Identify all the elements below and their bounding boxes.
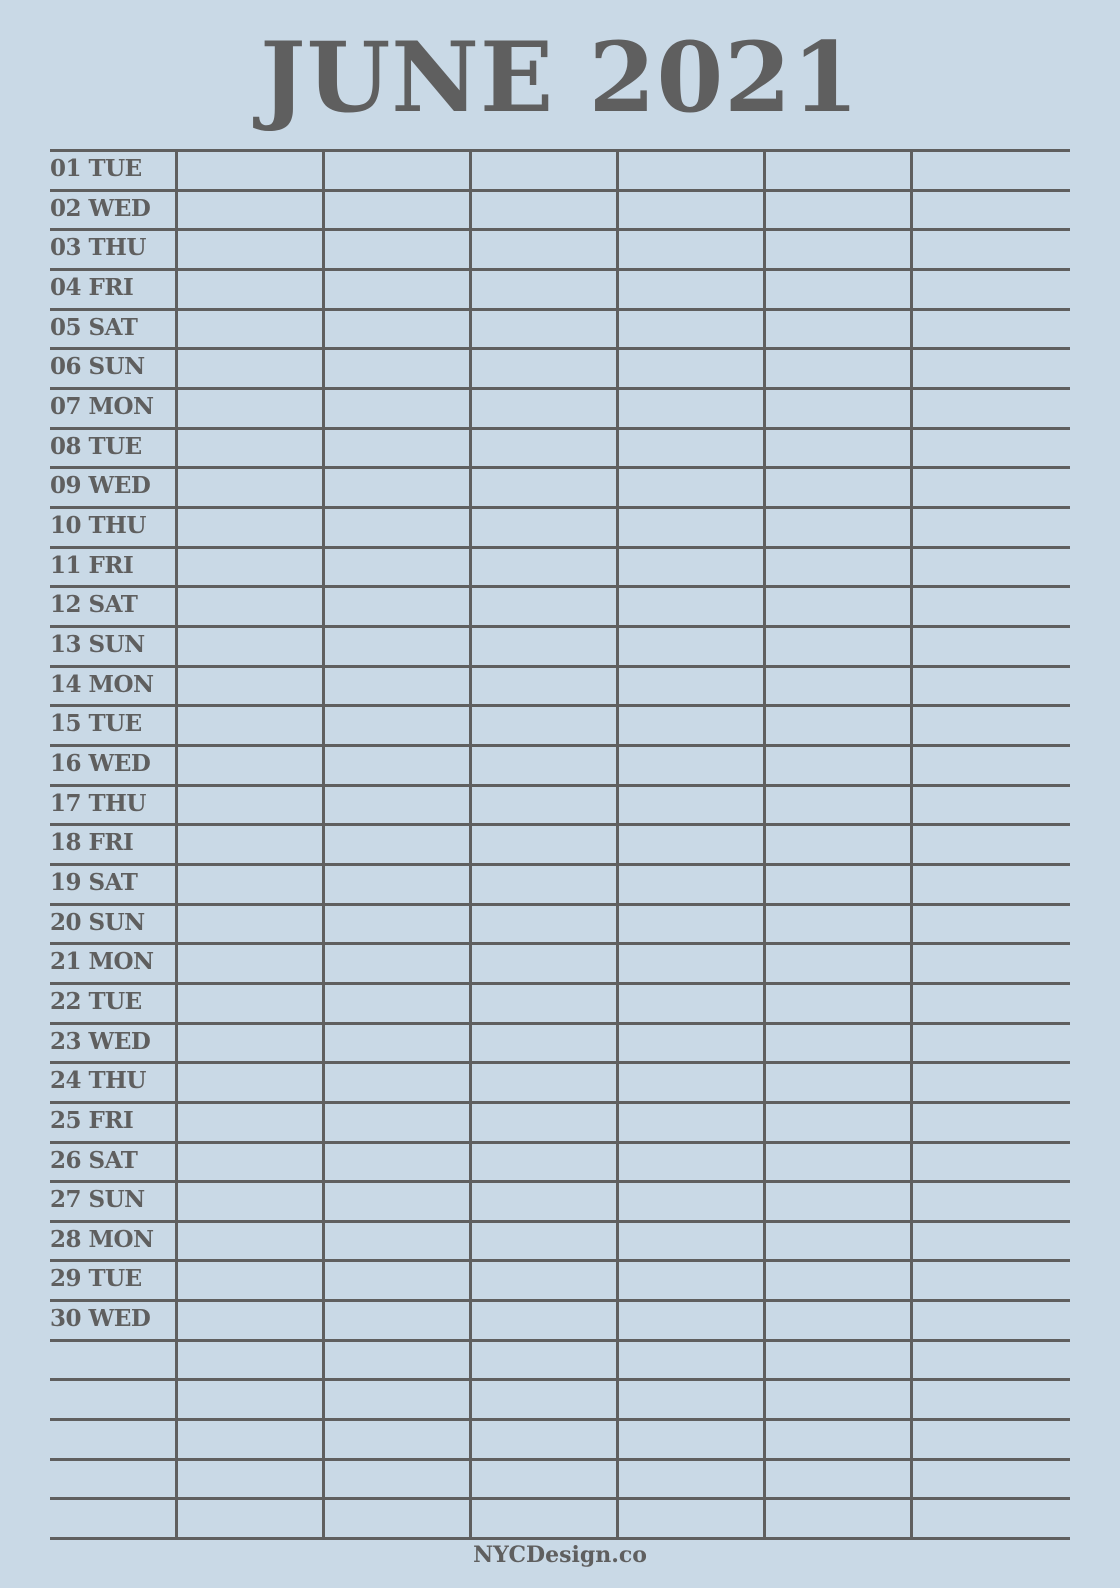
day-label: 24 THU	[50, 1067, 146, 1094]
day-label: 19 SAT	[50, 869, 138, 896]
day-label: 15 TUE	[50, 710, 142, 737]
column-divider	[763, 150, 766, 1537]
day-label: 10 THU	[50, 512, 146, 539]
day-label: 04 FRI	[50, 274, 134, 301]
day-label: 27 SUN	[50, 1186, 145, 1213]
day-label: 23 WED	[50, 1028, 151, 1055]
day-label: 02 WED	[50, 195, 151, 222]
row-divider	[50, 427, 1070, 430]
row-divider	[50, 387, 1070, 390]
page-title: JUNE 2021	[260, 21, 860, 134]
column-divider	[469, 150, 472, 1537]
row-divider	[50, 1458, 1070, 1461]
row-divider	[50, 1378, 1070, 1381]
row-divider	[50, 1418, 1070, 1421]
row-divider	[50, 625, 1070, 628]
day-label: 07 MON	[50, 393, 154, 420]
row-divider	[50, 744, 1070, 747]
row-divider	[50, 1299, 1070, 1302]
column-divider	[322, 150, 325, 1537]
day-label: 03 THU	[50, 234, 146, 261]
day-label: 09 WED	[50, 472, 151, 499]
row-divider	[50, 863, 1070, 866]
row-divider	[50, 982, 1070, 985]
row-divider	[50, 1259, 1070, 1262]
day-label: 28 MON	[50, 1226, 154, 1253]
column-divider	[616, 150, 619, 1537]
day-label: 14 MON	[50, 671, 154, 698]
day-label: 05 SAT	[50, 314, 138, 341]
day-label: 25 FRI	[50, 1107, 134, 1134]
row-divider	[50, 784, 1070, 787]
day-label: 30 WED	[50, 1305, 151, 1332]
day-label: 13 SUN	[50, 631, 145, 658]
row-divider	[50, 1180, 1070, 1183]
row-divider	[50, 228, 1070, 231]
day-label: 12 SAT	[50, 591, 138, 618]
column-divider	[175, 150, 178, 1537]
row-divider	[50, 506, 1070, 509]
day-label: 17 THU	[50, 790, 146, 817]
day-label: 16 WED	[50, 750, 151, 777]
row-divider	[50, 942, 1070, 945]
row-divider	[50, 704, 1070, 707]
row-divider	[50, 149, 1070, 152]
row-divider	[50, 1497, 1070, 1500]
day-label: 21 MON	[50, 948, 154, 975]
row-divider	[50, 903, 1070, 906]
row-divider	[50, 189, 1070, 192]
row-divider	[50, 466, 1070, 469]
row-divider	[50, 1022, 1070, 1025]
row-divider	[50, 546, 1070, 549]
row-divider	[50, 1061, 1070, 1064]
day-label: 08 TUE	[50, 433, 142, 460]
row-divider	[50, 823, 1070, 826]
day-label: 22 TUE	[50, 988, 142, 1015]
day-label: 06 SUN	[50, 353, 145, 380]
row-divider	[50, 347, 1070, 350]
column-divider	[910, 150, 913, 1537]
day-label: 18 FRI	[50, 829, 134, 856]
row-divider	[50, 308, 1070, 311]
day-label: 20 SUN	[50, 909, 145, 936]
row-divider	[50, 1141, 1070, 1144]
row-divider	[50, 585, 1070, 588]
row-divider	[50, 268, 1070, 271]
day-label: 26 SAT	[50, 1147, 138, 1174]
day-label: 01 TUE	[50, 155, 142, 182]
row-divider	[50, 1101, 1070, 1104]
row-divider	[50, 1220, 1070, 1223]
row-divider	[50, 665, 1070, 668]
day-label: 11 FRI	[50, 552, 134, 579]
day-label: 29 TUE	[50, 1265, 142, 1292]
row-divider	[50, 1339, 1070, 1342]
footer-credit: NYCDesign.co	[473, 1542, 647, 1568]
